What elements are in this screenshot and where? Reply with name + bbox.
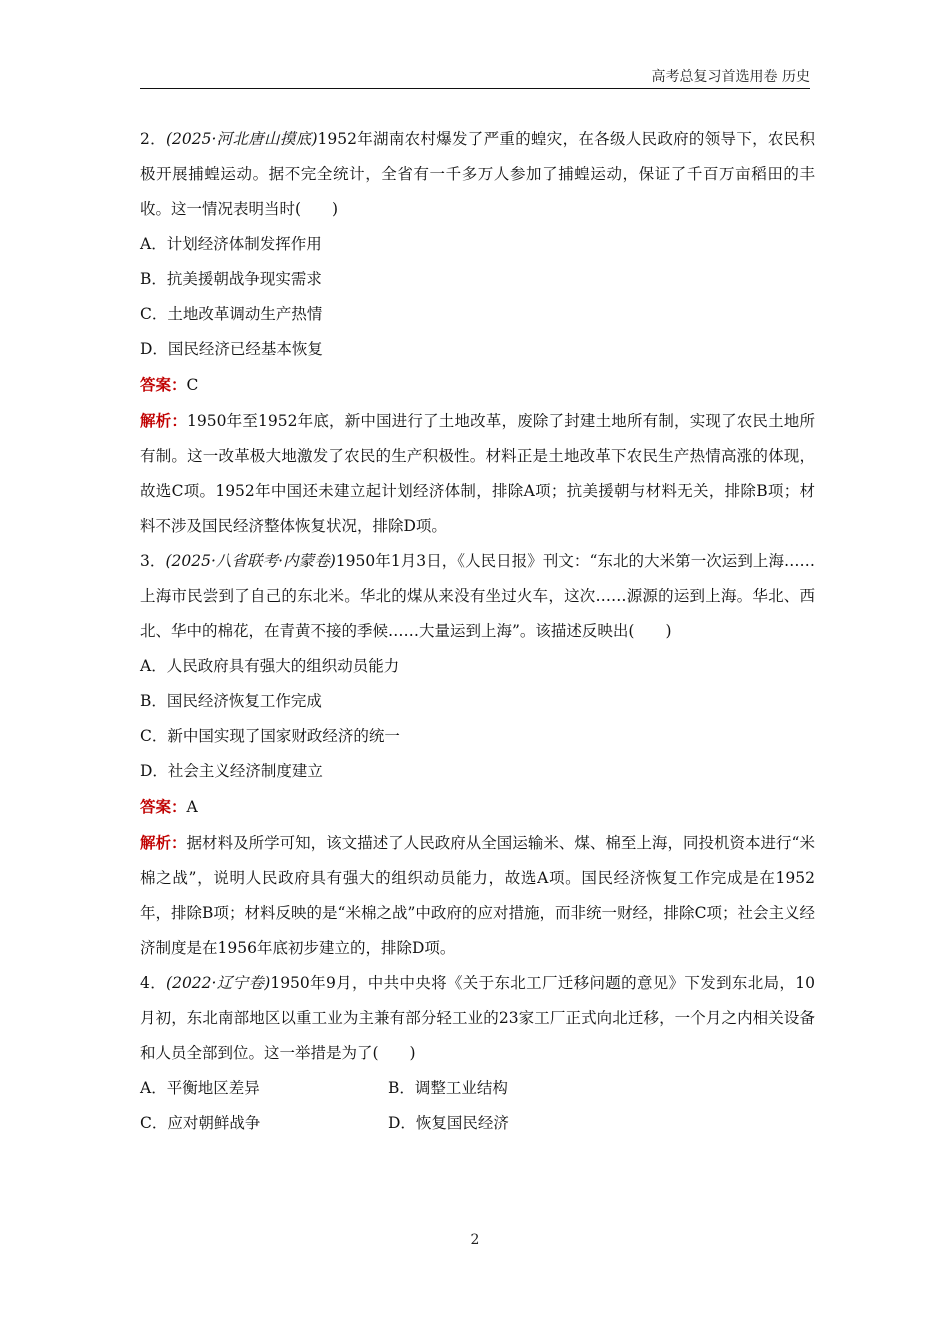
option-a: A．平衡地区差异 — [140, 1079, 260, 1097]
option-c: C．应对朝鲜战争 — [140, 1114, 261, 1132]
analysis-label: 解析： — [140, 833, 187, 852]
option-b: B．国民经济恢复工作完成 — [140, 692, 322, 710]
option-b: B．调整工业结构 — [388, 1079, 508, 1097]
answer-label: 答案： — [140, 797, 187, 816]
answer-label: 答案： — [140, 375, 187, 394]
options-row-1 — [140, 1071, 815, 1106]
page-number: 2 — [470, 1232, 480, 1248]
question-source: (2025·河北唐山摸底) — [165, 130, 318, 148]
question-stem — [140, 544, 815, 649]
question-stem — [140, 966, 815, 1071]
option-a: A．计划经济体制发挥作用 — [140, 235, 322, 253]
question-text: 1952年湖南农村爆发了严重的蝗灾，在各级人民政府的领导下，农民积极开展捕蝗运动。据不完全统计，全省有一千多万人参加了捕蝗运动，保证了千百万亩稻田的丰收。这一情况表明当时( ) — [140, 130, 815, 218]
analysis-text: 据材料及所学可知，该文描述了人民政府从全国运输米、煤、棉至上海，同投机资本进行“米棉之战”，说明人民政府具有强大的组织动员能力，故选A项。国民经济恢复工作完成是在1952年，排除B项；材料反映的是“米棉之战”中政府的应对措施，而非统一财经，排除C项；社会主义经济制度是在1956年底初步建立的，排除D项。 — [140, 834, 815, 957]
analysis-text: 1950年至1952年底，新中国进行了土地改革，废除了封建土地所有制，实现了农民土地所有制。这一改革极大地激发了农民的生产积极性。材料正是土地改革下农民生产热情高涨的体现，故选C项。1952年中国还未建立起计划经济体制，排除A项；抗美援朝与材料无关，排除B项；材料不涉及国民经济整体恢复状况，排除D项。 — [140, 412, 815, 535]
question-text: 1950年1月3日，《人民日报》刊文：“东北的大米第一次运到上海……上海市民尝到了自己的东北米。华北的煤从来没有坐过火车，这次……源源的运到上海。华北、西北、华中的棉花，在青黄不接的季候……大量运到上海”。该描述反映出( ) — [140, 552, 815, 640]
question-source: (2025·八省联考·内蒙卷) — [165, 552, 336, 570]
analysis-label: 解析： — [140, 411, 188, 430]
running-header: 高考总复习首选用卷 历史 — [651, 69, 810, 85]
answer-value: C — [186, 376, 199, 394]
option-b: B．抗美援朝战争现实需求 — [140, 270, 322, 288]
option-d: D．恢复国民经济 — [388, 1114, 509, 1132]
option-c: C．新中国实现了国家财政经济的统一 — [140, 727, 400, 745]
question-2 — [140, 122, 815, 544]
question-number: 3． — [140, 552, 166, 570]
analysis — [140, 825, 815, 966]
options-row-2 — [140, 1106, 815, 1141]
question-number: 2． — [140, 130, 166, 148]
question-4 — [140, 966, 815, 1141]
answer-value: A — [186, 798, 198, 816]
option-d: D．社会主义经济制度建立 — [140, 762, 323, 780]
question-number: 4． — [140, 974, 167, 992]
header-divider — [140, 88, 810, 89]
answer-line — [140, 789, 815, 825]
option-c: C．土地改革调动生产热情 — [140, 305, 323, 323]
answer-line — [140, 367, 815, 403]
option-a: A．人民政府具有强大的组织动员能力 — [140, 657, 400, 675]
document-body — [140, 122, 815, 1141]
question-source: (2022·辽宁卷) — [166, 974, 271, 992]
question-3 — [140, 544, 815, 966]
question-stem — [140, 122, 815, 227]
question-text: 1950年9月，中共中央将《关于东北工厂迁移问题的意见》下发到东北局，10月初，东北南部地区以重工业为主兼有部分轻工业的23家工厂正式向北迁移，一个月之内相关设备和人员全部到位。这一举措是为了( ) — [140, 974, 815, 1062]
analysis — [140, 403, 815, 544]
option-d: D．国民经济已经基本恢复 — [140, 340, 323, 358]
